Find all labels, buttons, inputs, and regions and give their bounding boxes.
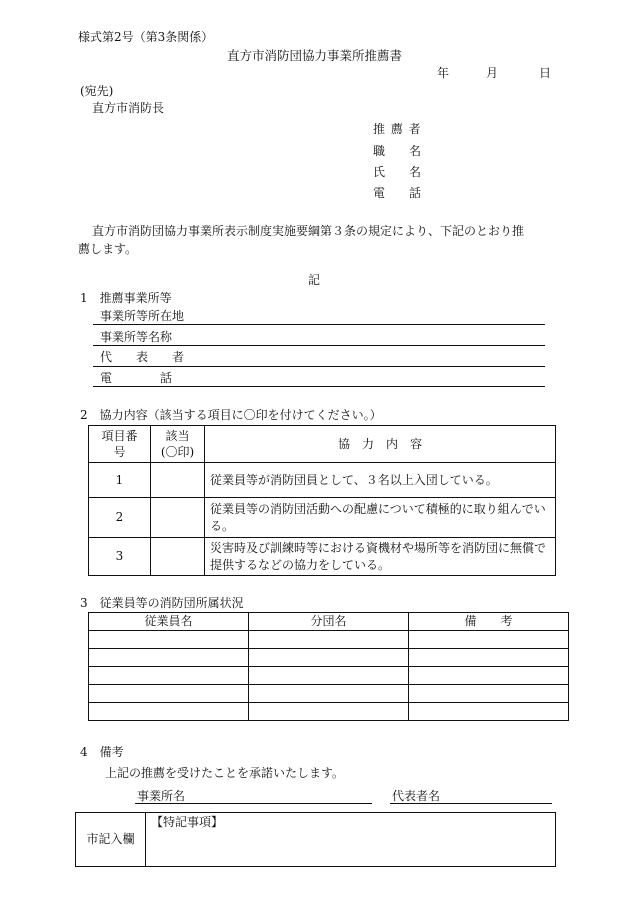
member-name-cell[interactable] <box>89 685 249 703</box>
member-branch-cell[interactable] <box>249 631 409 649</box>
row-content-line2: る。 <box>210 518 235 533</box>
field-representative-line <box>93 366 545 367</box>
col-branch-name: 分団名 <box>249 613 409 631</box>
row-content-line1: 従業員等が消防団員として、３名以上入団している。 <box>210 472 498 487</box>
member-row <box>89 649 569 667</box>
row-number: 3 <box>89 538 151 576</box>
member-branch-cell[interactable] <box>249 649 409 667</box>
row-content-line2: 提供するなどの協力をしている。 <box>210 557 391 572</box>
office-name-line <box>135 803 372 804</box>
form-number: 様式第2号（第3条関係） <box>78 30 214 44</box>
row-content-line1: 従業員等の消防団活動への配慮について積極的に取り組んでい <box>210 501 546 516</box>
special-notes-label: 【特記事項】 <box>151 815 224 829</box>
row-content <box>205 538 556 576</box>
representative-name-label[interactable]: 代表者名 <box>392 789 441 803</box>
office-name-label[interactable]: 事業所名 <box>137 789 186 803</box>
date-day: 日 <box>539 66 552 80</box>
member-branch-cell[interactable] <box>249 667 409 685</box>
row-content <box>205 498 556 538</box>
cooperation-header-row <box>89 426 556 463</box>
member-remarks-cell[interactable] <box>409 667 569 685</box>
row-applicable-cell[interactable] <box>151 538 205 576</box>
cooperation-table <box>88 425 556 576</box>
member-row <box>89 667 569 685</box>
addressee-name: 直方市消防長 <box>92 101 165 115</box>
row-content <box>205 463 556 498</box>
city-entry-row <box>76 813 556 867</box>
member-table <box>88 612 569 721</box>
city-entry-label: 市記入欄 <box>76 813 146 867</box>
special-notes-cell[interactable] <box>146 813 556 867</box>
cooperation-row <box>89 463 556 498</box>
field-address[interactable]: 事業所等所在地 <box>100 309 185 323</box>
row-applicable-cell[interactable] <box>151 498 205 538</box>
recommender-name[interactable]: 氏 名 <box>373 165 422 179</box>
section3-heading: 3 従業員等の消防団所属状況 <box>80 596 244 610</box>
recommender-label: 推 薦 者 <box>373 122 422 136</box>
col-remarks: 備 考 <box>409 613 569 631</box>
field-office-name-line <box>93 345 545 346</box>
representative-name-line <box>390 803 552 804</box>
col-number-line2: 号 <box>113 445 126 459</box>
col-number <box>89 426 151 463</box>
col-applicable <box>151 426 205 463</box>
consent-text: 上記の推薦を受けたことを承諾いたします。 <box>105 766 345 780</box>
row-number: 2 <box>89 498 151 538</box>
member-remarks-cell[interactable] <box>409 685 569 703</box>
member-name-cell[interactable] <box>89 667 249 685</box>
field-phone-line <box>93 386 545 387</box>
body-text-line2: 薦します。 <box>78 242 138 256</box>
addressee-label: (宛先) <box>80 84 114 98</box>
field-phone[interactable]: 電 話 <box>100 371 173 385</box>
member-name-cell[interactable] <box>89 703 249 721</box>
member-header-row <box>89 613 569 631</box>
member-row <box>89 631 569 649</box>
date-month: 月 <box>486 66 499 80</box>
member-remarks-cell[interactable] <box>409 649 569 667</box>
ki-heading: 記 <box>308 273 321 287</box>
date-year: 年 <box>437 66 450 80</box>
row-number: 1 <box>89 463 151 498</box>
member-remarks-cell[interactable] <box>409 703 569 721</box>
member-remarks-cell[interactable] <box>409 631 569 649</box>
member-branch-cell[interactable] <box>249 703 409 721</box>
col-applicable-line1: 該当 <box>165 428 190 443</box>
member-row <box>89 685 569 703</box>
row-applicable-cell[interactable] <box>151 463 205 498</box>
page-title: 直方市消防団協力事業所推薦書 <box>227 48 403 63</box>
field-address-line <box>93 324 545 325</box>
col-number-line1: 項目番 <box>101 428 138 443</box>
col-employee-name: 従業員名 <box>89 613 249 631</box>
recommender-phone[interactable]: 電 話 <box>373 186 422 200</box>
city-entry-box <box>75 812 556 867</box>
field-office-name[interactable]: 事業所等名称 <box>100 330 173 344</box>
member-row <box>89 703 569 721</box>
col-applicable-line2: (〇印) <box>160 445 195 459</box>
member-name-cell[interactable] <box>89 631 249 649</box>
section4-heading: 4 備考 <box>80 745 124 759</box>
body-text-line1: 直方市消防団協力事業所表示制度実施要綱第３条の規定により、下記のとおり推 <box>92 224 525 238</box>
section1-heading: 1 推薦事業所等 <box>80 291 172 305</box>
cooperation-row <box>89 538 556 576</box>
section2-heading: 2 協力内容（該当する項目に〇印を付けてください。） <box>80 408 382 422</box>
member-name-cell[interactable] <box>89 649 249 667</box>
cooperation-row <box>89 498 556 538</box>
row-content-line1: 災害時及び訓練時等における資機材や場所等を消防団に無償で <box>210 540 547 555</box>
col-content: 協 力 内 容 <box>205 426 556 463</box>
member-branch-cell[interactable] <box>249 685 409 703</box>
field-representative[interactable]: 代 表 者 <box>100 350 185 364</box>
recommender-position[interactable]: 職 名 <box>373 144 422 158</box>
